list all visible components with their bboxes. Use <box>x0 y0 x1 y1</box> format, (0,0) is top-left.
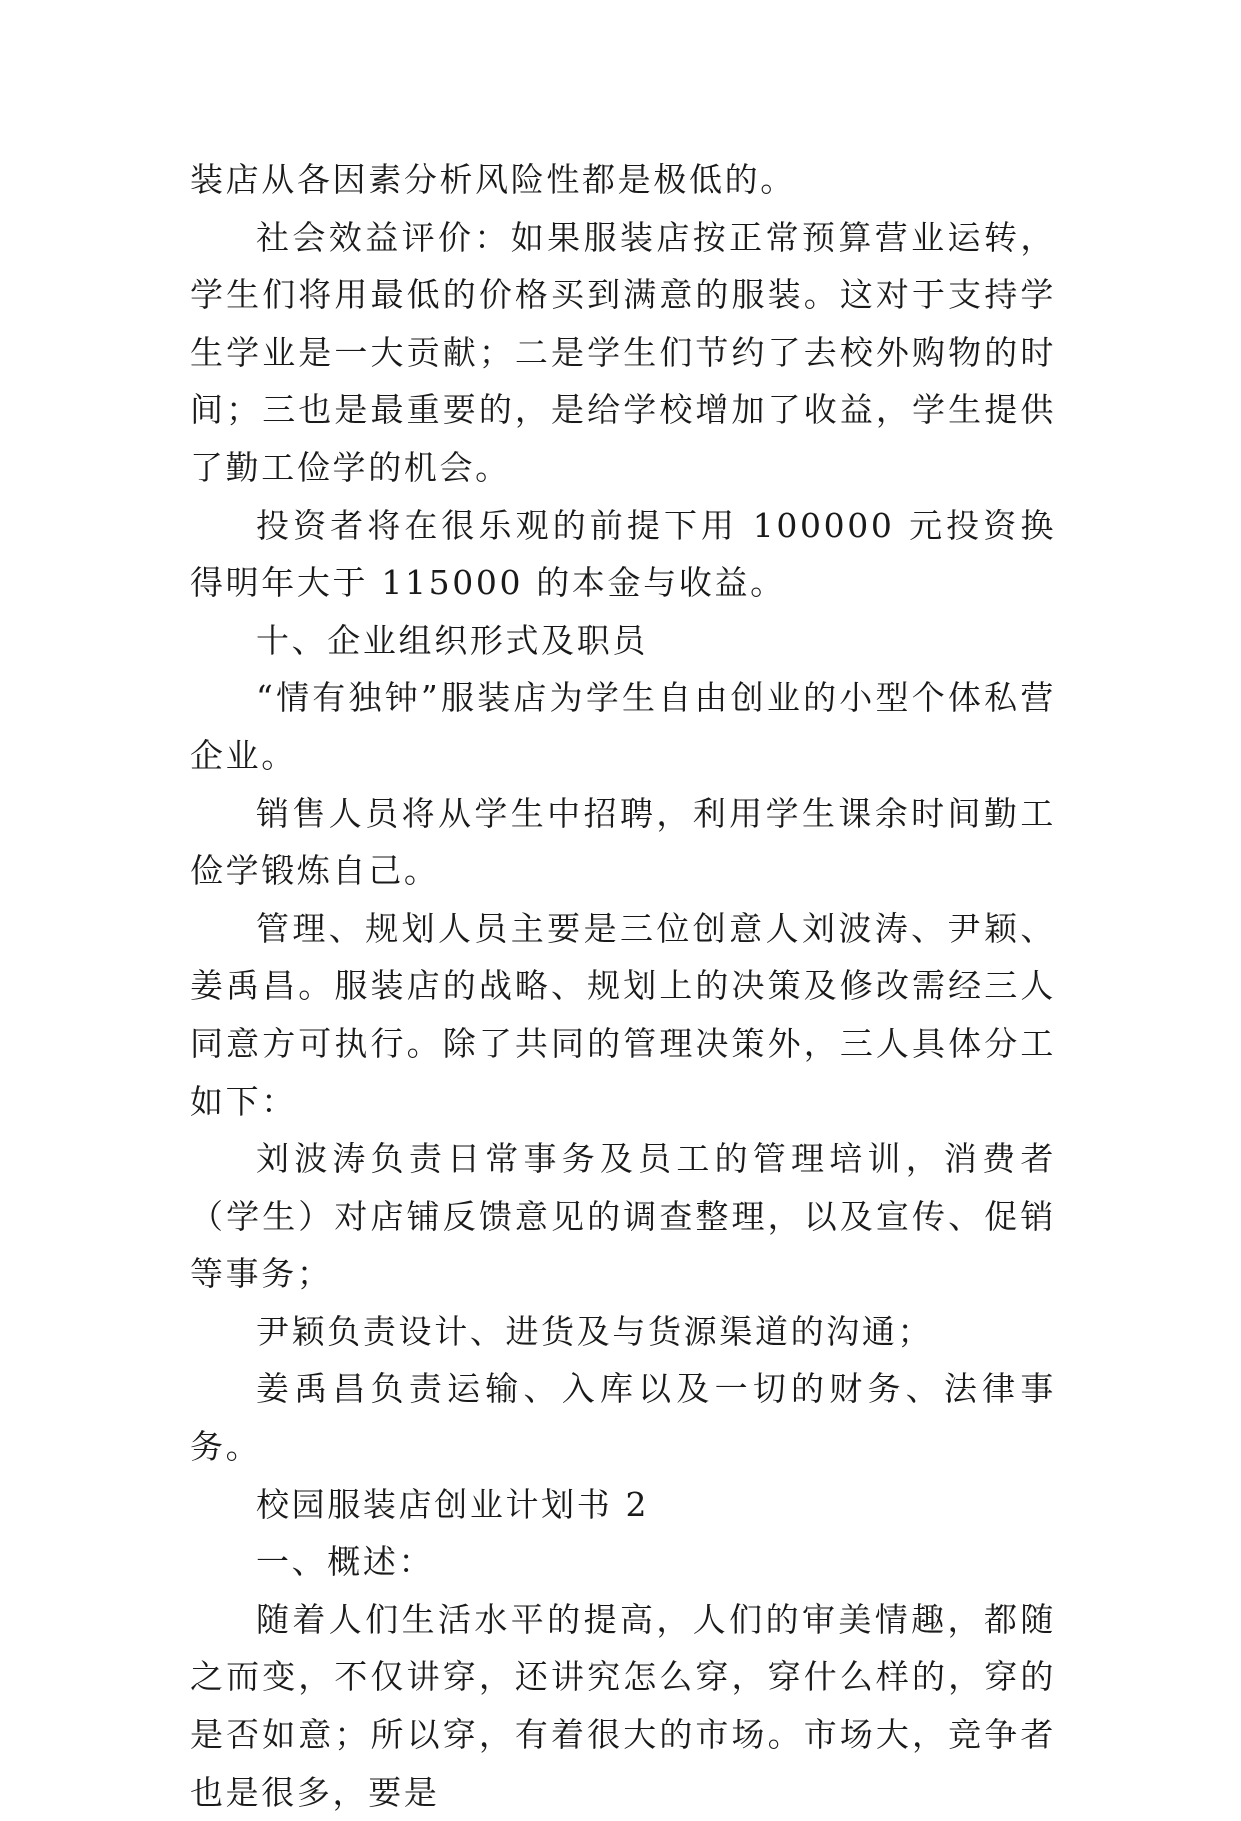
paragraph-duty-yin: 尹颖负责设计、进货及与货源渠道的沟通； <box>256 1311 934 1351</box>
paragraph-continuation: 装店从各因素分析风险性都是极低的。 <box>190 160 796 199</box>
paragraph-management: 管理、规划人员主要是三位创意人刘波涛、尹颖、姜禹昌。服装店的战略、规划上的决策及修改需经三人同意方可执行。除了共同的管理决策外，三人具体分工如下： <box>190 908 1056 1121</box>
paragraph-investment: 投资者将在很乐观的前提下用 100000 元投资换得明年大于 115000 的本金与收益。 <box>190 505 1056 603</box>
paragraph-duty-jiang: 姜禹昌负责运输、入库以及一切的财务、法律事务。 <box>190 1369 1056 1467</box>
section-heading-organization: 十、企业组织形式及职员 <box>256 620 649 660</box>
paragraph-duty-liu: 刘波涛负责日常事务及员工的管理培训，消费者（学生）对店铺反馈意见的调查整理，以及宣传、促销等事务； <box>190 1139 1056 1294</box>
document-subtitle: 校园服装店创业计划书 2 <box>256 1484 650 1524</box>
paragraph-overview: 随着人们生活水平的提高，人们的审美情趣，都随之而变，不仅讲穿，还讲究怎么穿，穿什么样的，穿的是否如意；所以穿，有着很大的市场。市场大，竞争者也是很多，要是 <box>190 1599 1056 1812</box>
paragraph-social-benefit: 社会效益评价：如果服装店按正常预算营业运转，学生们将用最低的价格买到满意的服装。这对于支持学生学业是一大贡献；二是学生们节约了去校外购物的时间；三也是最重要的，是给学校增加了收益，学生提供了勤工俭学的机会。 <box>190 217 1056 487</box>
section-heading-overview: 一、概述： <box>256 1542 435 1582</box>
paragraph-enterprise-type: “情有独钟”服装店为学生自由创业的小型个体私营企业。 <box>190 678 1056 775</box>
document-body <box>190 151 1056 1821</box>
paragraph-sales-staff: 销售人员将从学生中招聘，利用学生课余时间勤工俭学锻炼自己。 <box>190 793 1056 891</box>
